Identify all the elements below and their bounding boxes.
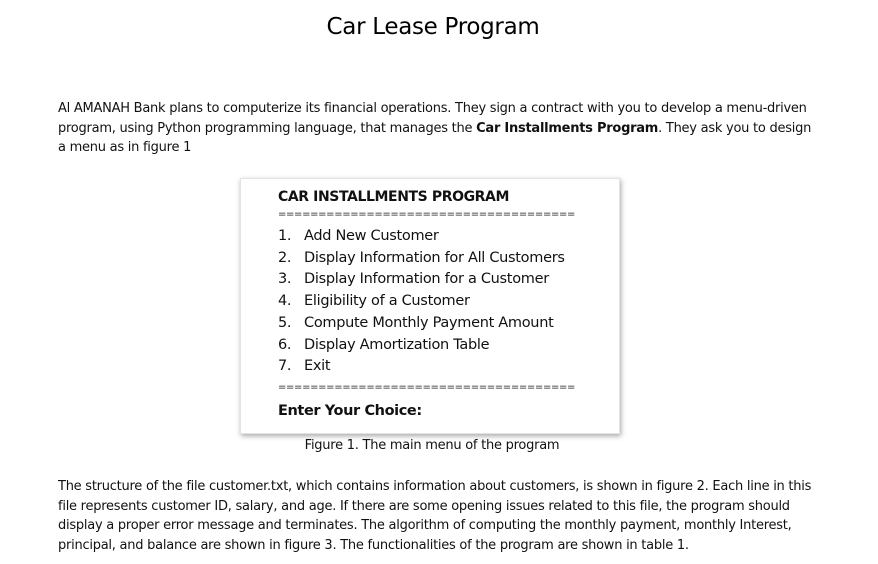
menu-item-label: Display Information for All Customers [304,249,565,266]
menu-item-number: 6. [278,336,292,353]
intro-text-2: . They ask you to design a menu as in figure 1 [58,120,812,155]
menu-item-label: Exit [304,358,331,375]
menu-item-label: Display Information for a Customer [304,271,549,288]
menu-item-label: Add New Customer [304,228,439,244]
menu-rule-top: ===================================== [278,209,576,220]
figure-caption: Figure 1. The main menu of the program [304,438,560,453]
menu-item-number: 1. [278,228,292,244]
intro-paragraph [58,99,818,158]
menu-item-eligibility [278,291,608,313]
menu-figure [240,178,620,434]
menu-item-add-customer [278,226,608,248]
menu-item-label: Eligibility of a Customer [304,293,470,310]
menu-content [278,187,608,421]
menu-item-exit [278,356,608,378]
menu-item-label: Compute Monthly Payment Amount [304,314,554,331]
page-title: Car Lease Program [326,14,540,40]
menu-heading: CAR INSTALLMENTS PROGRAM [278,189,510,205]
menu-item-number: 3. [278,271,292,288]
menu-list [278,226,608,378]
menu-item-number: 5. [278,314,292,331]
intro-text-1: Al AMANAH Bank plans to computerize its financial operations. They sign a contract with you to develop a menu-driven program, using Python programming language, that manages the [58,101,807,136]
menu-prompt: Enter Your Choice: [278,402,422,419]
structure-paragraph: The structure of the file customer.txt, which contains information about customers, is shown in figure 2. Each line in this file represents customer ID, salary, and age. If there are some opening issues related to this file, the program should display a proper error message and terminates. The algorithm of computing the monthly payment, monthly Interest, principal, and balance are shown in figure 3. The functionalities of the program are shown in table 1. [58,479,812,553]
menu-item-label: Display Amortization Table [304,336,490,353]
menu-item-display-all [278,248,608,270]
menu-rule-bottom: ===================================== [278,381,576,393]
menu-item-number: 7. [278,358,292,375]
intro-bold-text: Car Installments Program [476,120,659,136]
menu-item-monthly-payment [278,313,608,335]
menu-item-amortization [278,335,608,357]
menu-item-display-one [278,269,608,291]
menu-item-number: 4. [278,293,292,310]
menu-item-number: 2. [278,249,292,266]
